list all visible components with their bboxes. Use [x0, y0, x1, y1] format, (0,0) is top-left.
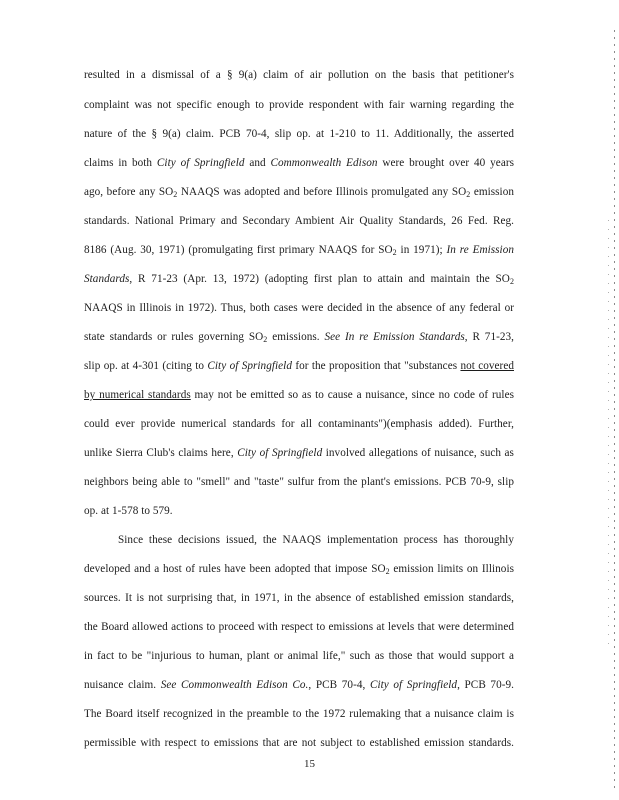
- scan-edge-mark: [614, 30, 615, 790]
- text-line: complaint was not specific enough to provide respondent with fair warning regarding the: [84, 99, 514, 111]
- text-line: in fact to be "injurious to human, plant or animal life," such as those that would support a: [84, 650, 514, 662]
- text-line: NAAQS in Illinois in 1972). Thus, both cases were decided in the absence of any federal or: [84, 302, 514, 314]
- text-line: nuisance claim. See Commonwealth Edison Co., PCB 70-4, City of Springfield, PCB 70-9.: [84, 679, 514, 691]
- text-line: permissible with respect to emissions that are not subject to established emission standards.: [84, 737, 514, 749]
- text-line: 8186 (Aug. 30, 1971) (promulgating first primary NAAQS for $SO_2$ in 1971); In re Emission: [84, 244, 515, 257]
- text-line: Since these decisions issued, the NAAQS implementation process has thoroughly: [118, 534, 514, 546]
- text-line: could ever provide numerical standards for all contaminants")(emphasis added). Further,: [84, 418, 514, 430]
- text-line: the Board allowed actions to proceed with respect to emissions at levels that were determined: [84, 621, 514, 633]
- text-line: by numerical standards may not be emitted so as to cause a nuisance, since no code of rules: [84, 389, 514, 401]
- text-line: The Board itself recognized in the preamble to the 1972 rulemaking that a nuisance claim is: [84, 708, 514, 720]
- text-line: op. at 1-578 to 579.: [84, 505, 173, 517]
- text-line: nature of the § 9(a) claim. PCB 70-4, slip op. at 1-210 to 11. Additionally, the asserted: [84, 128, 514, 140]
- text-line: resulted in a dismissal of a § 9(a) claim of air pollution on the basis that petitioner's: [84, 69, 514, 81]
- text-line: state standards or rules governing $SO_2$ emissions. See In re Emission Standards, R 71-23,: [84, 331, 515, 344]
- text-line: claims in both City of Springfield and Commonwealth Edison were brought over 40 years: [84, 157, 515, 169]
- text-line: standards. National Primary and Secondary Ambient Air Quality Standards, 26 Fed. Reg.: [84, 215, 514, 227]
- text-line: ago, before any $SO_2$ NAAQS was adopted and before Illinois promulgated any $SO_2$ emission: [84, 186, 514, 199]
- text-line: Standards, R 71-23 (Apr. 13, 1972) (adopting first plan to attain and maintain the $SO_2$: [84, 273, 514, 286]
- text-line: unlike Sierra Club's claims here, City of Springfield involved allegations of nuisance, such as: [84, 447, 514, 459]
- text-line: developed and a host of rules have been adopted that impose $SO_2$ emission limits on Illinois: [84, 563, 515, 576]
- text-line: slip op. at 4-301 (citing to City of Springfield for the proposition that "substances not covered: [84, 360, 514, 372]
- scan-edge-mark: [608, 220, 609, 650]
- text-line: sources. It is not surprising that, in 1971, in the absence of established emission standards,: [84, 592, 514, 604]
- page-number: 15: [304, 758, 315, 770]
- text-line: neighbors being able to "smell" and "taste" sulfur from the plant's emissions. PCB 70-9, slip: [84, 476, 514, 488]
